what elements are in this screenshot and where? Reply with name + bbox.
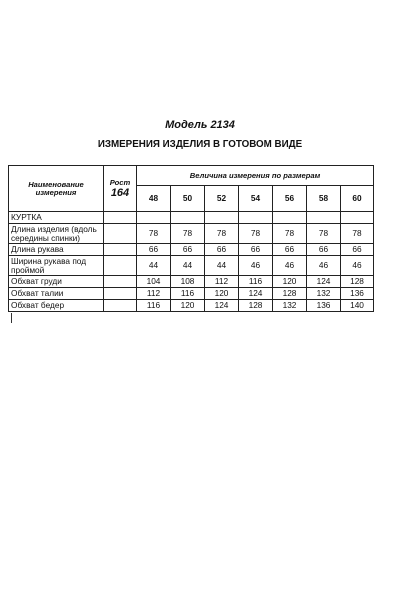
measure-value: 116 — [137, 300, 171, 312]
measure-name: Обхват бедер — [9, 300, 104, 312]
measure-value: 120 — [171, 300, 205, 312]
measure-value: 66 — [239, 244, 273, 256]
measure-value: 66 — [307, 244, 341, 256]
measure-value: 78 — [307, 224, 341, 244]
measure-value: 116 — [171, 288, 205, 300]
margin-line — [11, 313, 12, 323]
measure-value: 112 — [205, 276, 239, 288]
size-header: 58 — [307, 186, 341, 212]
measure-value: 78 — [239, 224, 273, 244]
size-header: 52 — [205, 186, 239, 212]
size-header: 56 — [273, 186, 307, 212]
measure-value: 136 — [341, 288, 374, 300]
header-row-top — [9, 166, 374, 186]
size-header: 54 — [239, 186, 273, 212]
measure-value: 112 — [137, 288, 171, 300]
measure-value: 120 — [273, 276, 307, 288]
table-row — [9, 224, 374, 244]
measure-value: 78 — [205, 224, 239, 244]
measure-value: 66 — [171, 244, 205, 256]
section-label: КУРТКА — [9, 212, 104, 224]
measure-value: 108 — [171, 276, 205, 288]
table-row — [9, 256, 374, 276]
measure-value: 78 — [273, 224, 307, 244]
model-title: Модель 2134 — [165, 119, 235, 131]
measure-value: 124 — [307, 276, 341, 288]
table-row — [9, 244, 374, 256]
measure-value: 66 — [205, 244, 239, 256]
measure-value: 78 — [171, 224, 205, 244]
measure-value: 66 — [341, 244, 374, 256]
table-row — [9, 300, 374, 312]
measure-value: 46 — [341, 256, 374, 276]
height-value: 164 — [110, 187, 130, 200]
measure-value: 124 — [205, 300, 239, 312]
measure-value: 44 — [171, 256, 205, 276]
measure-value: 44 — [205, 256, 239, 276]
measure-value: 128 — [239, 300, 273, 312]
measure-name: Обхват груди — [9, 276, 104, 288]
height-label: Рост — [109, 178, 131, 188]
measure-value: 136 — [307, 300, 341, 312]
measure-name: Длина изделия (вдоль середины спинки) — [9, 224, 104, 244]
measure-value: 132 — [307, 288, 341, 300]
measure-value: 78 — [341, 224, 374, 244]
measure-value: 46 — [239, 256, 273, 276]
measure-value: 66 — [273, 244, 307, 256]
measure-value: 46 — [273, 256, 307, 276]
table-row — [9, 276, 374, 288]
measure-value: 124 — [239, 288, 273, 300]
values-header: Величина измерения по размерам — [137, 166, 374, 186]
measure-value: 116 — [239, 276, 273, 288]
table-row — [9, 288, 374, 300]
measure-value: 140 — [341, 300, 374, 312]
measure-value: 44 — [137, 256, 171, 276]
section-row — [9, 212, 374, 224]
measure-value: 46 — [307, 256, 341, 276]
size-header: 50 — [171, 186, 205, 212]
measure-value: 128 — [341, 276, 374, 288]
document-heading: ИЗМЕРЕНИЯ ИЗДЕЛИЯ В ГОТОВОМ ВИДЕ — [97, 139, 303, 150]
measure-value: 66 — [137, 244, 171, 256]
measure-name: Длина рукава — [9, 244, 104, 256]
measure-value: 120 — [205, 288, 239, 300]
measure-name: Ширина рукава под проймой — [9, 256, 104, 276]
measure-value: 128 — [273, 288, 307, 300]
measure-value: 78 — [137, 224, 171, 244]
size-header: 60 — [341, 186, 374, 212]
measure-name: Обхват талии — [9, 288, 104, 300]
measure-value: 104 — [137, 276, 171, 288]
name-column-header: Наименование измерения — [9, 166, 104, 212]
measurements-table — [8, 165, 374, 312]
height-column-header — [104, 166, 137, 212]
measure-value: 132 — [273, 300, 307, 312]
size-header: 48 — [137, 186, 171, 212]
